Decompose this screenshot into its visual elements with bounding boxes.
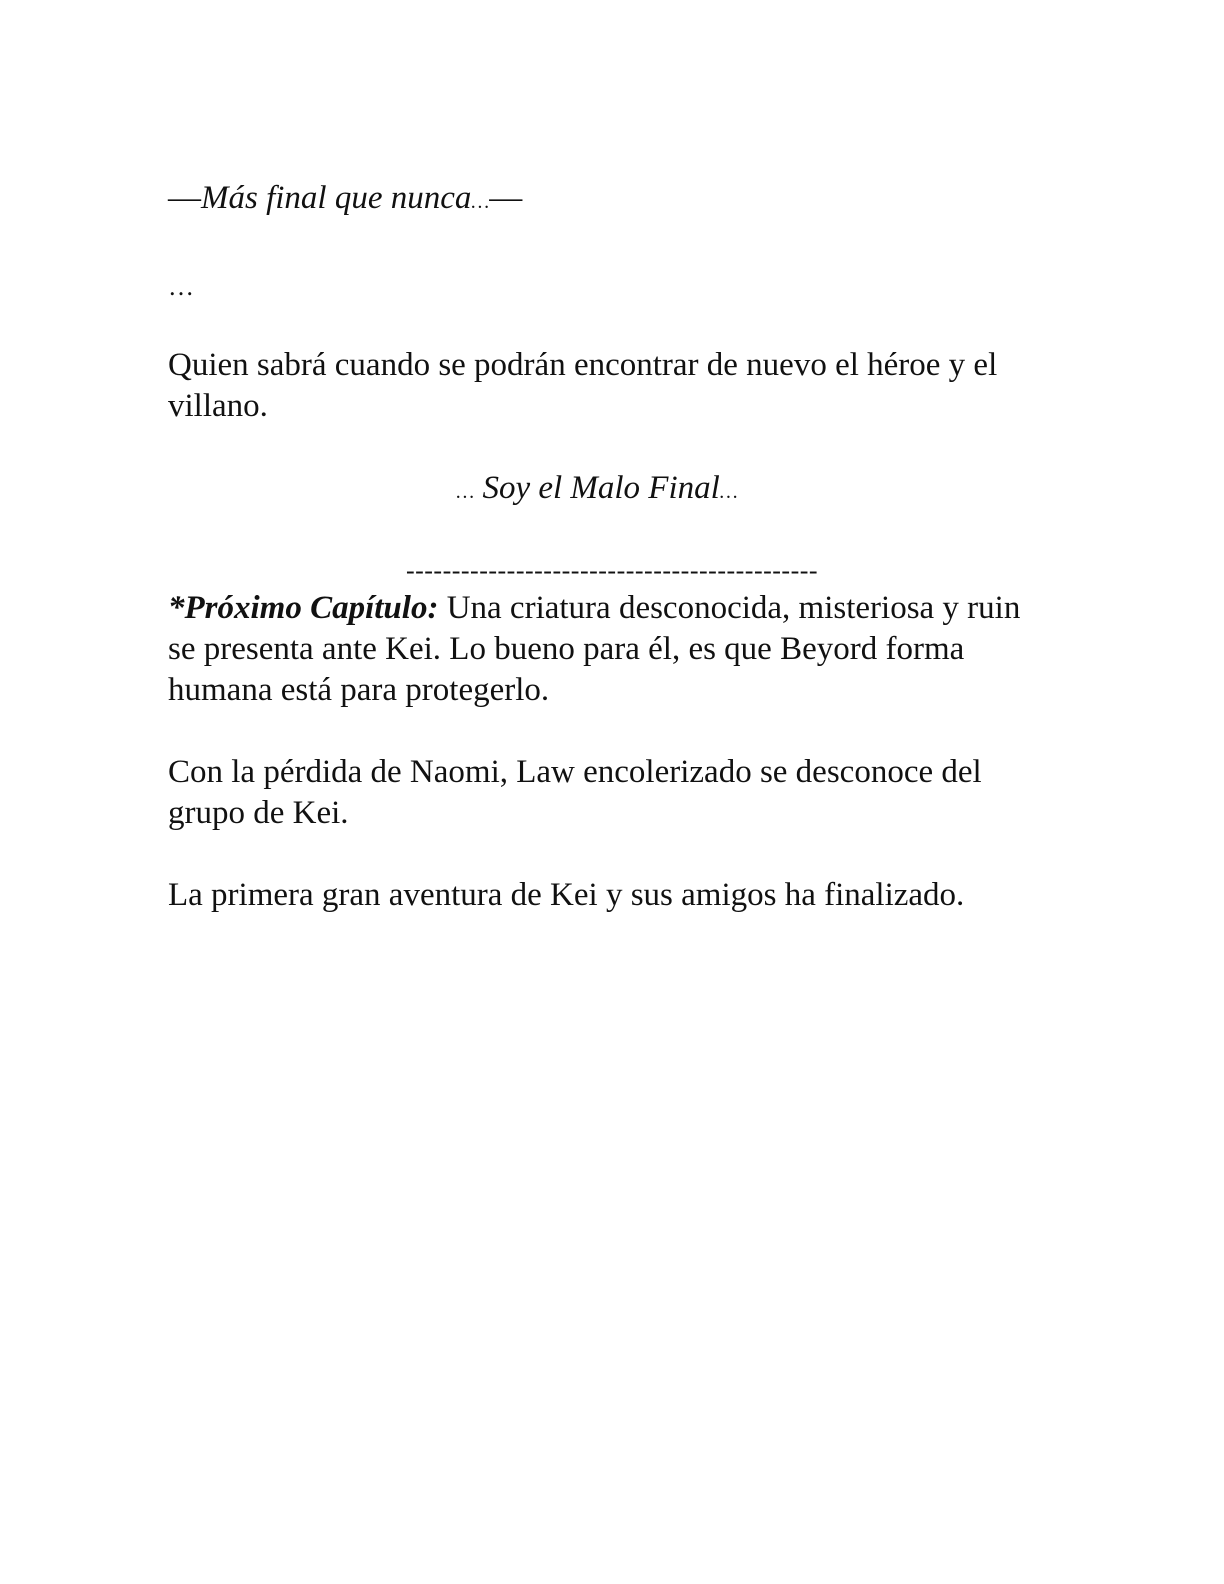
opening-ellipsis: … [471,191,490,213]
document-page [168,178,1038,916]
centered-ellipsis-open: … [456,481,475,503]
centered-ellipsis-close: … [719,481,738,503]
opening-line-text: Más final que nunca [201,180,472,216]
paragraph-hero-villain: Quien sabrá cuando se podrán encontrar de nuevo el héroe y el villano. [168,347,998,424]
paragraph-adventure-end: La primera gran aventura de Kei y sus amigos ha finalizado. [168,877,965,913]
opening-dash: — [168,180,201,216]
next-chapter-paragraph [168,588,1038,711]
next-chapter-text: Una criatura desconocida, misteriosa y ruin se presenta ante Kei. Lo bueno para él, es que Beyord forma humana está para protegerlo. [168,590,1021,708]
opening-line [168,178,1038,226]
separator-line: --------------------------------------------- [405,556,819,585]
closing-dash: — [489,180,523,216]
next-chapter-label: *Próximo Capítulo: [168,590,439,626]
centered-line [168,468,1038,513]
paragraph-naomi-law: Con la pérdida de Naomi, Law encolerizado se desconoce del grupo de Kei. [168,754,982,831]
ellipsis-line: … [168,272,196,301]
centered-line-text: Soy el Malo Final [482,470,720,506]
